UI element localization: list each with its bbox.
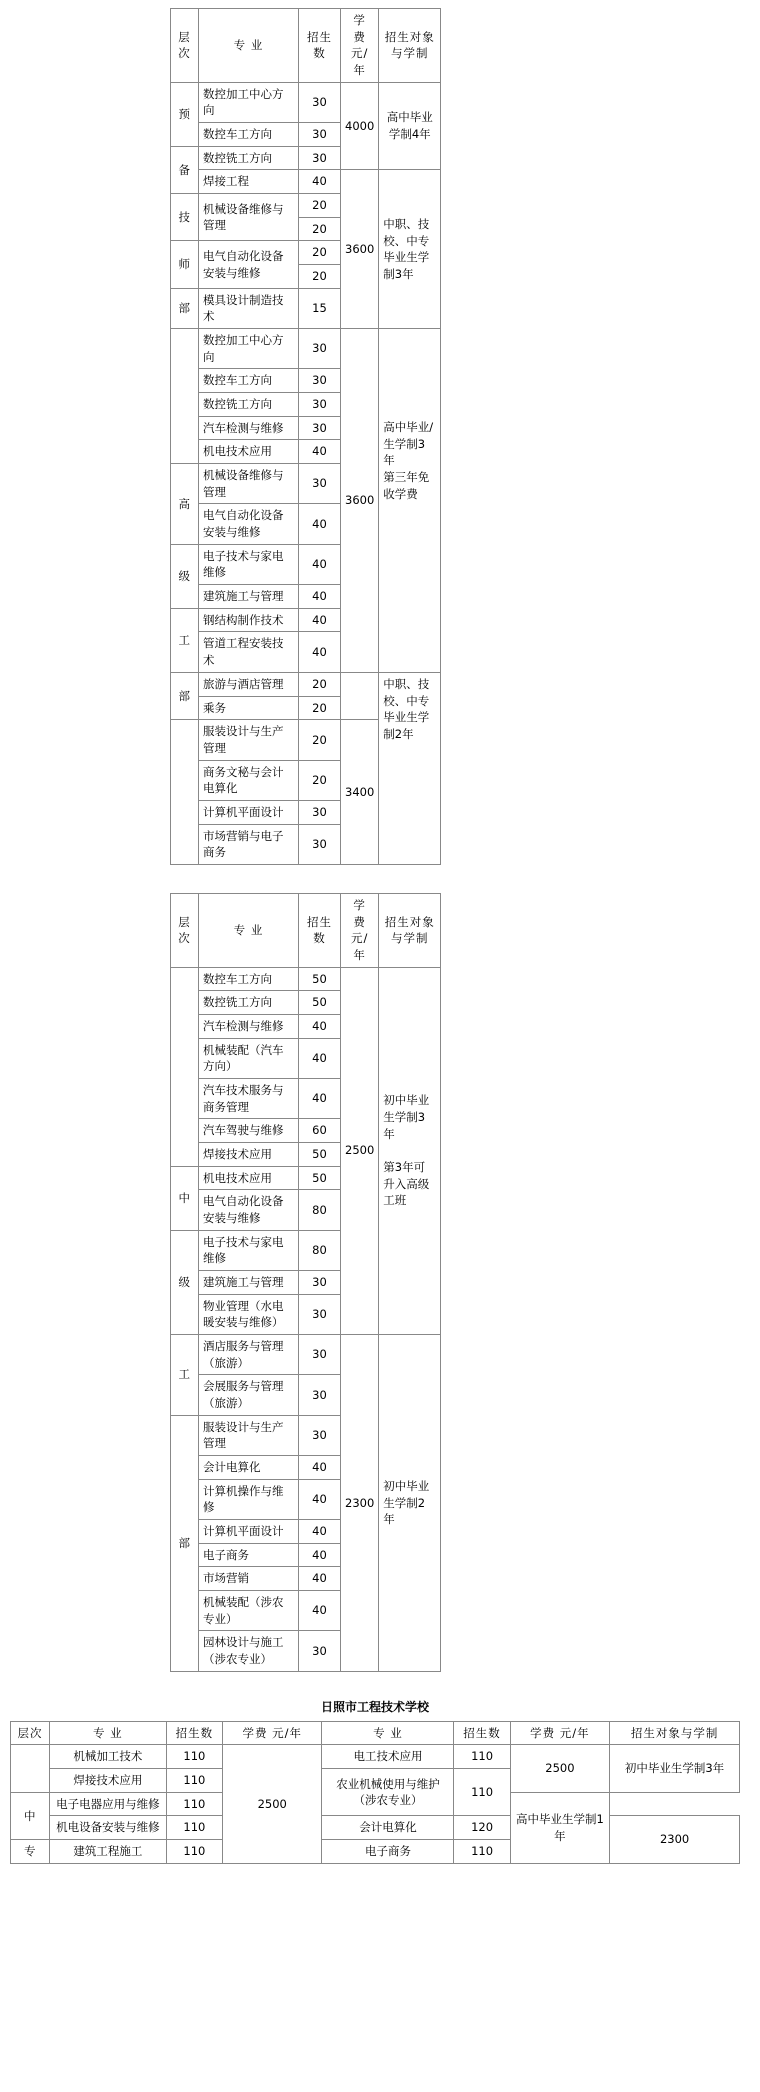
major-name: 市场营销与电子商务 [199, 824, 299, 864]
enrollment-note: 初中毕业生学制3年 [610, 1745, 740, 1792]
major-count: 30 [299, 1415, 341, 1455]
major-name: 机电技术应用 [199, 440, 299, 464]
major-name: 管道工程安装技术 [199, 632, 299, 672]
enrollment-table-1 [170, 8, 441, 865]
major-name: 建筑工程施工 [49, 1840, 166, 1864]
col-header-fee: 学 费 元/年 [341, 893, 379, 967]
table3-header-row [11, 1721, 740, 1745]
major-count: 40 [299, 1567, 341, 1591]
major-name: 汽车检测与维修 [199, 416, 299, 440]
fee-value: 3600 [341, 329, 379, 673]
major-name: 机电设备安装与维修 [49, 1816, 166, 1840]
major-name: 服装设计与生产管理 [199, 720, 299, 760]
major-count: 20 [299, 241, 341, 265]
major-name: 机械装配（涉农专业） [199, 1591, 299, 1631]
major-count: 30 [299, 1270, 341, 1294]
col-header-enrollment: 招生对象与学制 [379, 9, 441, 83]
major-count: 30 [299, 464, 341, 504]
major-name: 农业机械使用与维护（涉农专业） [322, 1769, 454, 1816]
level-char: 部 [171, 288, 199, 328]
level-char: 技 [171, 194, 199, 241]
major-count: 30 [299, 416, 341, 440]
enrollment-note: 初中毕业生学制2年 [379, 1334, 441, 1671]
major-count: 40 [299, 1543, 341, 1567]
table-row [11, 1745, 740, 1769]
major-count: 20 [299, 720, 341, 760]
major-count: 60 [299, 1119, 341, 1143]
major-count: 120 [454, 1816, 510, 1840]
level-spacer [11, 1745, 50, 1792]
major-count: 50 [299, 967, 341, 991]
major-name: 园林设计与施工（涉农专业） [199, 1631, 299, 1671]
major-count: 110 [166, 1816, 222, 1840]
major-name: 数控铣工方向 [199, 991, 299, 1015]
major-name: 计算机操作与维修 [199, 1479, 299, 1519]
major-count: 50 [299, 991, 341, 1015]
level-spacer [171, 967, 199, 1166]
col-header-count-left: 招生数 [166, 1721, 222, 1745]
major-name: 酒店服务与管理（旅游） [199, 1334, 299, 1374]
major-count: 40 [299, 1591, 341, 1631]
major-count: 30 [299, 800, 341, 824]
major-name: 机电技术应用 [199, 1166, 299, 1190]
major-name: 旅游与酒店管理 [199, 672, 299, 696]
enrollment-note: 中职、技校、中专毕业生学制3年 [379, 170, 441, 329]
level-char: 师 [171, 241, 199, 288]
major-count: 80 [299, 1190, 341, 1230]
major-name: 计算机平面设计 [199, 1520, 299, 1544]
col-header-enrollment: 招生对象与学制 [379, 893, 441, 967]
level-spacer [171, 329, 199, 464]
major-name: 乘务 [199, 696, 299, 720]
major-name: 数控车工方向 [199, 369, 299, 393]
fee-value: 3600 [341, 170, 379, 329]
major-count: 30 [299, 1334, 341, 1374]
major-name: 焊接技术应用 [49, 1769, 166, 1793]
major-count: 30 [299, 329, 341, 369]
major-count: 110 [166, 1840, 222, 1864]
level-char: 预 [171, 82, 199, 146]
major-name: 焊接工程 [199, 170, 299, 194]
fee-value-right: 2300 [610, 1816, 740, 1863]
major-name: 电子技术与家电维修 [199, 1230, 299, 1270]
major-name: 电子技术与家电维修 [199, 544, 299, 584]
major-count: 30 [299, 1631, 341, 1671]
major-count: 40 [299, 440, 341, 464]
major-count: 110 [166, 1769, 222, 1793]
major-name: 电气自动化设备安装与维修 [199, 1190, 299, 1230]
table1-wrapper [170, 8, 760, 865]
major-count: 110 [454, 1745, 510, 1769]
major-count: 40 [299, 504, 341, 544]
table1-header-row [171, 9, 441, 83]
col-header-major: 专 业 [199, 893, 299, 967]
enrollment-note: 高中毕业 学制4年 [379, 82, 441, 170]
major-count: 50 [299, 1142, 341, 1166]
major-count: 30 [299, 1294, 341, 1334]
major-name: 模具设计制造技术 [199, 288, 299, 328]
level-char: 中 [11, 1792, 50, 1839]
col-header-fee-left: 学费 元/年 [222, 1721, 322, 1745]
major-name: 计算机平面设计 [199, 800, 299, 824]
col-header-fee-right: 学费 元/年 [510, 1721, 610, 1745]
level-char: 备 [171, 146, 199, 193]
enrollment-note: 中职、技校、中专毕业生学制2年 [379, 672, 441, 864]
major-name: 会展服务与管理（旅游） [199, 1375, 299, 1415]
col-header-major: 专 业 [199, 9, 299, 83]
major-count: 80 [299, 1230, 341, 1270]
major-count: 30 [299, 123, 341, 147]
table-row [171, 170, 441, 194]
major-count: 40 [299, 1078, 341, 1118]
major-count: 40 [299, 1038, 341, 1078]
level-spacer-2 [171, 720, 199, 865]
major-name: 机械装配（汽车方向） [199, 1038, 299, 1078]
major-name: 电工技术应用 [322, 1745, 454, 1769]
major-count: 20 [299, 696, 341, 720]
major-name: 电气自动化设备安装与维修 [199, 504, 299, 544]
enrollment-note: 初中毕业生学制3年 第3年可升入高级工班 [379, 967, 441, 1334]
major-count: 40 [299, 1456, 341, 1480]
major-name: 商务文秘与会计电算化 [199, 760, 299, 800]
level-char: 高 [171, 464, 199, 545]
fee-spacer [341, 672, 379, 719]
major-name: 汽车检测与维修 [199, 1014, 299, 1038]
col-header-level: 层次 [171, 893, 199, 967]
table-row [171, 82, 441, 122]
major-name: 数控加工中心方向 [199, 82, 299, 122]
table-row [171, 329, 441, 369]
major-count: 20 [299, 194, 341, 218]
major-count: 20 [299, 265, 341, 289]
fee-value: 4000 [341, 82, 379, 170]
major-count: 20 [299, 217, 341, 241]
level-char: 级 [171, 544, 199, 608]
level-char: 工 [171, 608, 199, 672]
col-header-count: 招生数 [299, 9, 341, 83]
major-count: 30 [299, 369, 341, 393]
fee-value-right: 2500 [510, 1745, 610, 1792]
table2-header-row [171, 893, 441, 967]
major-count: 40 [299, 544, 341, 584]
major-name: 汽车驾驶与维修 [199, 1119, 299, 1143]
col-header-enrollment: 招生对象与学制 [610, 1721, 740, 1745]
major-count: 30 [299, 824, 341, 864]
major-count: 50 [299, 1166, 341, 1190]
fee-value: 2500 [341, 967, 379, 1334]
major-name: 服装设计与生产管理 [199, 1415, 299, 1455]
major-count: 40 [299, 170, 341, 194]
major-name: 焊接技术应用 [199, 1142, 299, 1166]
major-name: 数控加工中心方向 [199, 329, 299, 369]
fee-value-left: 2500 [222, 1745, 322, 1863]
col-header-level: 层次 [11, 1721, 50, 1745]
enrollment-table-3 [10, 1721, 740, 1864]
major-count: 110 [166, 1792, 222, 1816]
major-name: 数控铣工方向 [199, 146, 299, 170]
table-row [11, 1816, 740, 1840]
major-name: 市场营销 [199, 1567, 299, 1591]
major-name: 机械设备维修与管理 [199, 194, 299, 241]
major-name: 数控车工方向 [199, 123, 299, 147]
major-name: 电子电器应用与维修 [49, 1792, 166, 1816]
major-name: 建筑施工与管理 [199, 585, 299, 609]
enrollment-note: 高中毕业生学制1年 [510, 1792, 610, 1863]
major-count: 20 [299, 672, 341, 696]
table-row [171, 1334, 441, 1374]
major-name: 电子商务 [322, 1840, 454, 1864]
major-name: 会计电算化 [199, 1456, 299, 1480]
level-char: 部 [171, 672, 199, 719]
major-name: 机械加工技术 [49, 1745, 166, 1769]
major-name: 会计电算化 [322, 1816, 454, 1840]
level-char: 工 [171, 1334, 199, 1415]
major-count: 30 [299, 146, 341, 170]
col-header-count-right: 招生数 [454, 1721, 510, 1745]
table-row [171, 672, 441, 696]
major-count: 110 [166, 1745, 222, 1769]
major-name: 物业管理（水电暖安装与维修） [199, 1294, 299, 1334]
major-name: 机械设备维修与管理 [199, 464, 299, 504]
major-count: 20 [299, 760, 341, 800]
major-name: 数控车工方向 [199, 967, 299, 991]
major-count: 40 [299, 608, 341, 632]
table-row [171, 967, 441, 991]
level-char: 中 [171, 1166, 199, 1230]
col-header-count: 招生数 [299, 893, 341, 967]
major-count: 40 [299, 632, 341, 672]
major-count: 40 [299, 1520, 341, 1544]
level-char: 部 [171, 1415, 199, 1671]
level-char: 专 [11, 1840, 50, 1864]
table3-title: 日照市工程技术学校 [320, 1699, 429, 1714]
major-name: 钢结构制作技术 [199, 608, 299, 632]
document-page [0, 8, 760, 1864]
major-count: 15 [299, 288, 341, 328]
major-name: 电子商务 [199, 1543, 299, 1567]
major-count: 110 [454, 1769, 510, 1816]
major-count: 40 [299, 1479, 341, 1519]
major-count: 30 [299, 393, 341, 417]
major-name: 数控铣工方向 [199, 393, 299, 417]
major-count: 110 [454, 1840, 510, 1864]
enrollment-note: 高中毕业/生学制3年 第三年免收学费 [379, 329, 441, 673]
enrollment-table-2 [170, 893, 441, 1672]
level-char: 级 [171, 1230, 199, 1334]
major-name: 汽车技术服务与商务管理 [199, 1078, 299, 1118]
major-count: 30 [299, 82, 341, 122]
col-header-level: 层次 [171, 9, 199, 83]
fee-value: 3400 [341, 720, 379, 865]
table2-wrapper [170, 893, 760, 1672]
fee-value: 2300 [341, 1334, 379, 1671]
major-name: 建筑施工与管理 [199, 1270, 299, 1294]
col-header-major-left: 专 业 [49, 1721, 166, 1745]
major-name: 电气自动化设备安装与维修 [199, 241, 299, 288]
col-header-fee: 学 费 元/年 [341, 9, 379, 83]
major-count: 40 [299, 585, 341, 609]
col-header-major-right: 专 业 [322, 1721, 454, 1745]
table3-wrapper [10, 1698, 760, 1864]
major-count: 30 [299, 1375, 341, 1415]
major-count: 40 [299, 1014, 341, 1038]
